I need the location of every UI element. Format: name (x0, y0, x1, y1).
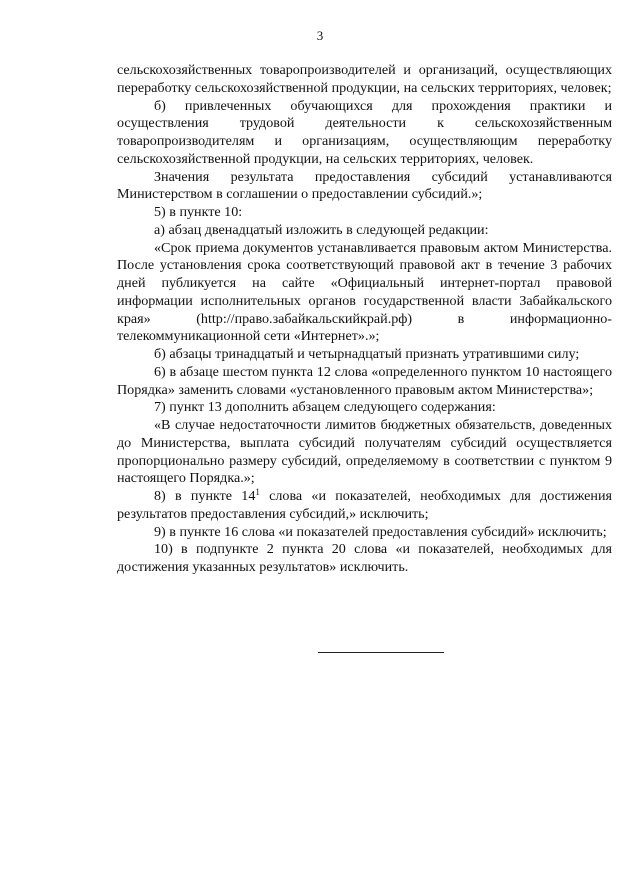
paragraph: 7) пункт 13 дополнить абзацем следующего содержания: (154, 399, 496, 416)
paragraph: «Срок приема документов устанавливается правовым актом Министерства. После установления срока соответствующий правовой акт в течение 3 рабочих дней публикуется на сайте «Официальный интернет-портал правовой информации исполнительных органов государственной власти Забайкальского края» (http://право.забайкальскийкрай.рф) в информационно-телекоммуникационной сети «Интернет».»; (117, 239, 612, 345)
paragraph: 10) в подпункте 2 пункта 20 слова «и показателей, необходимых для достижения указанных результатов» исключить. (117, 541, 612, 575)
paragraph: а) абзац двенадцатый изложить в следующей редакции: (154, 221, 489, 238)
item8-text-after: слова «и показателей, необходимых для достижения результатов предоставления субсидий,» исключить; (117, 488, 612, 522)
item8-text-before: 8) в пункте 14 (154, 488, 256, 504)
page-number: 3 (316, 28, 324, 43)
paragraph: б) абзацы тринадцатый и четырнадцатый признать утратившими силу; (154, 346, 580, 362)
paragraph: 9) в пункте 16 слова «и показателей предоставления субсидий» исключить; (154, 523, 607, 540)
paragraph: Значения результата предоставления субсидий устанавливаются Министерством в соглашении о предоставлении субсидий.»; (117, 168, 612, 203)
paragraph: б) привлеченных обучающихся для прохождения практики и осуществления трудовой деятельности к сельскохозяйственным товаропроизводителям и организациям, осуществляющим переработку сельскохозяйственной продукции, на сельских территориях, человек. (117, 97, 612, 167)
item8-superscript: 1 (255, 487, 260, 497)
paragraph-item-8 (117, 488, 612, 524)
document-body (117, 62, 612, 577)
paragraph: сельскохозяйственных товаропроизводителей и организаций, осуществляющих переработку сельскохозяйственной продукции, на сельских территориях, человек; (117, 62, 612, 96)
paragraph: «В случае недостаточности лимитов бюджетных обязательств, доведенных до Министерства, выплата субсидий получателям субсидий осуществляется пропорционально размеру субсидий, определяемому в соответствии с пунктом 9 настоящего Порядка.»; (117, 417, 612, 487)
paragraph: 5) в пункте 10: (154, 204, 243, 220)
paragraph: 6) в абзаце шестом пункта 12 слова «определенного пунктом 10 настоящего Порядка» заменить словами «установленного правовым актом Министерства»; (117, 363, 612, 398)
end-of-document-rule (318, 652, 444, 653)
